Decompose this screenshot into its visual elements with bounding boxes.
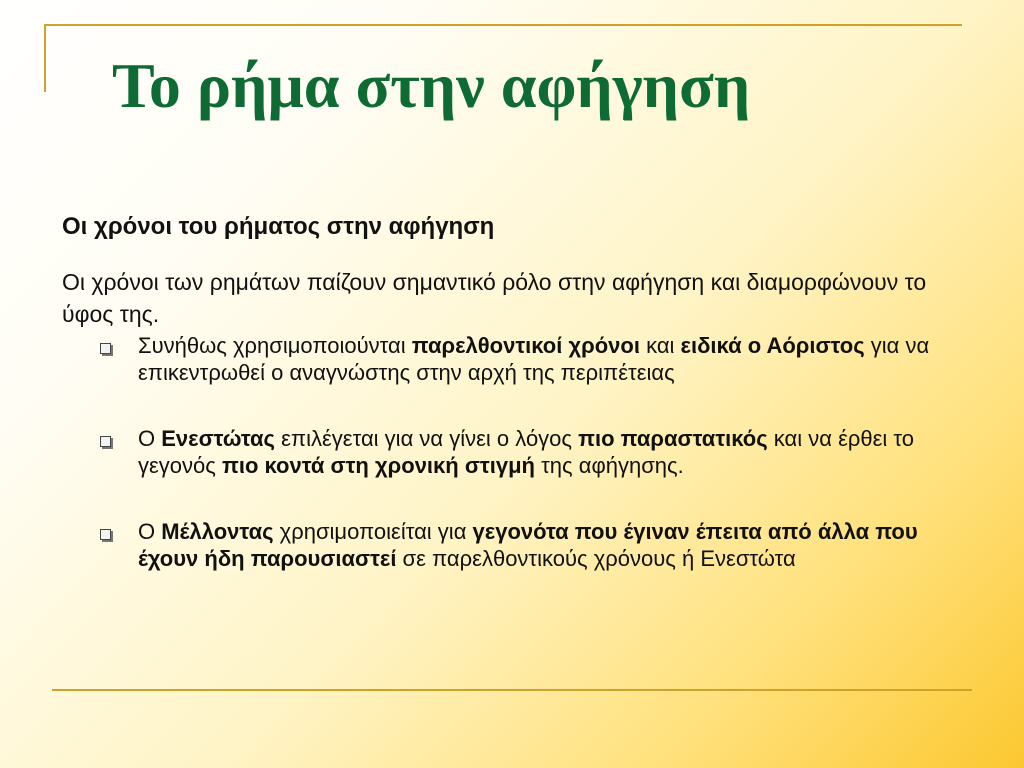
bullet-item — [62, 518, 950, 572]
bullet-bold-segment: πιο παραστατικός — [578, 426, 768, 451]
square-bullet-icon — [100, 529, 111, 540]
bullet-text-segment: και να έρθει το γεγονός — [138, 426, 915, 478]
slide-title: Το ρήμα στην αφήγηση — [112, 50, 751, 121]
bullet-text-segment: Συνήθως χρησιμοποιούνται — [138, 333, 412, 358]
section-heading: Οι χρόνοι του ρήματος στην αφήγηση — [62, 213, 495, 240]
bottom-frame-line — [52, 689, 972, 691]
square-bullet-icon — [100, 436, 111, 447]
bullet-bold-segment: Ενεστώτας — [161, 426, 275, 451]
bullet-text-segment: χρησιμοποιείται για — [273, 519, 473, 544]
bullet-bold-segment: παρελθοντικοί χρόνοι — [411, 333, 640, 358]
bullet-text — [138, 519, 918, 571]
bullet-text-segment: Ο — [138, 519, 162, 544]
intro-paragraph: Οι χρόνοι των ρημάτων παίζουν σημαντικό ρόλο στην αφήγηση και διαμορφώνουν το ύφος της. — [62, 269, 927, 327]
bullet-bold-segment: ειδικά ο Αόριστος — [680, 333, 865, 358]
left-frame-line — [44, 24, 46, 92]
bullet-bold-segment: Μέλλοντας — [161, 519, 274, 544]
bullet-item — [62, 425, 950, 479]
square-bullet-icon — [100, 343, 111, 354]
bullet-text-segment: επιλέγεται για να γίνει ο λόγος — [274, 426, 579, 451]
bullet-bold-segment: πιο κοντά στη χρονική στιγμή — [222, 453, 535, 478]
bullet-text-segment: Ο — [138, 426, 162, 451]
bullet-text-segment: και — [639, 333, 681, 358]
bullet-list — [62, 332, 962, 572]
bullet-text-segment: σε παρελθοντικούς χρόνους ή Ενεστώτα — [396, 546, 796, 571]
bullet-text — [138, 426, 914, 478]
bullet-bold-segment: γεγονότα που έγιναν έπειτα από άλλα που έχουν ήδη παρουσιαστεί — [138, 519, 918, 571]
bullet-item — [62, 332, 950, 386]
bullet-text — [138, 333, 929, 385]
top-frame-line — [44, 24, 962, 26]
bullet-text-segment: της αφήγησης. — [534, 453, 684, 478]
slide-content — [62, 212, 962, 611]
bullet-text-segment: για να επικεντρωθεί ο αναγνώστης στην αρχή της περιπέτειας — [138, 333, 930, 385]
